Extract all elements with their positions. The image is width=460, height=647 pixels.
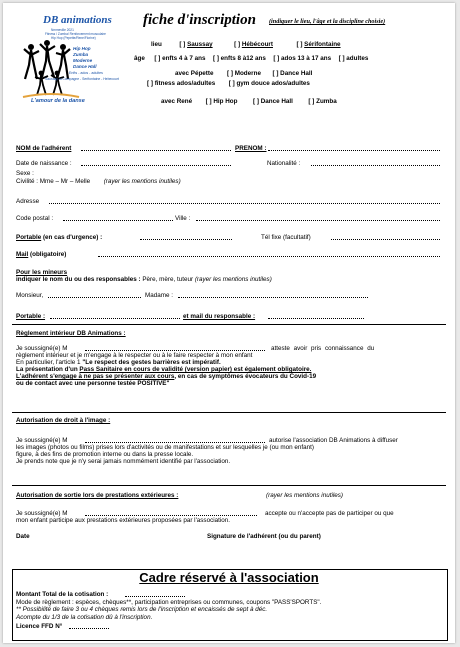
sortie-line-2: mon enfant participe aux prestations extérieures proposées par l'association. bbox=[16, 517, 231, 524]
logo-line: Nmmeville 2021 bbox=[51, 28, 74, 32]
cadre-title-text: Cadre réservé à l'association bbox=[139, 570, 319, 585]
lieu-option-saussay: Saussay bbox=[187, 41, 213, 48]
reglement-gestes: "Le respect des gestes barrières est impératif. bbox=[82, 359, 221, 366]
mineurs-mail-label: et mail du responsable : bbox=[183, 313, 256, 320]
sexe-label: Sexe : bbox=[16, 170, 34, 177]
checkbox[interactable]: [ ] bbox=[253, 98, 259, 105]
checkbox[interactable]: [ ] bbox=[228, 80, 235, 87]
portable-row bbox=[16, 234, 102, 241]
mineurs-note: (rayer les mentions inutiles) bbox=[194, 276, 272, 283]
image-title: Autorisation de droit à l'image : bbox=[16, 417, 111, 424]
age-label: âge bbox=[134, 55, 145, 62]
logo-dance: Dance Hall bbox=[73, 64, 97, 69]
logo-line: Fitness / Zumba/ Renforcement musculaire bbox=[45, 32, 106, 36]
mail-row bbox=[16, 251, 66, 258]
reglement-engage: L'adhérent s'engage à bbox=[16, 373, 84, 380]
age-row bbox=[134, 55, 368, 62]
reglement-pass-intro: La présentation d'un bbox=[16, 366, 80, 373]
reglement-line-6: ou de contact avec une personne testée POSITIVE" bbox=[16, 380, 170, 387]
mail-field[interactable] bbox=[98, 251, 440, 257]
checkbox[interactable]: [ ] bbox=[338, 55, 345, 62]
sortie-note: (rayer les mentions inutiles) bbox=[266, 492, 343, 499]
fitness-option: gym douce ados/adultes bbox=[236, 80, 310, 87]
adresse-field[interactable] bbox=[49, 198, 440, 204]
checkbox[interactable]: [ ] bbox=[308, 98, 315, 105]
logo-title: DB animations bbox=[43, 14, 112, 26]
monsieur-field[interactable] bbox=[48, 292, 141, 298]
mineurs-instruction: indiquer le nom du ou des responsables : bbox=[16, 276, 141, 283]
age-option: enfts 4 à 7 ans bbox=[162, 55, 206, 62]
logo-line: Hip Hop (Pepette/Rene/Florine) bbox=[51, 36, 96, 40]
nationalite-label: Nationalité : bbox=[267, 160, 301, 167]
lieu-option-serifontaine: Sérifontaine bbox=[304, 41, 341, 48]
checkbox[interactable]: [ ] bbox=[205, 98, 212, 105]
portable-field[interactable] bbox=[140, 234, 232, 240]
tel-fixe-field[interactable] bbox=[331, 234, 440, 240]
cadre-title bbox=[3, 570, 455, 585]
lieu-option-hebecourt: Hébécourt bbox=[241, 41, 273, 48]
acompte-note: Acompte du 1/3 de la cotisation dû à l'inscription. bbox=[16, 614, 153, 621]
cp-field[interactable] bbox=[63, 215, 173, 221]
mineurs-options: Père, mère, tuteur bbox=[142, 276, 194, 283]
ville-field[interactable] bbox=[196, 215, 440, 221]
rene-option: Zumba bbox=[316, 98, 337, 105]
nom-label: NOM de l'adhérent bbox=[16, 145, 72, 152]
date-label: Date bbox=[16, 533, 30, 540]
naissance-field[interactable] bbox=[81, 160, 231, 166]
licence-field[interactable] bbox=[69, 623, 109, 629]
montant-label: Montant Total de la cotisation : bbox=[16, 591, 109, 598]
sortie-title: Autorisation de sortie lors de prestations extérieures : bbox=[16, 492, 179, 499]
pepette-option: Dance Hall bbox=[280, 70, 313, 77]
page-title: fiche d'inscription bbox=[143, 12, 256, 28]
checkbox[interactable]: [ ] bbox=[227, 70, 233, 77]
adresse-label: Adresse bbox=[16, 198, 40, 205]
portable-note: (en cas d'urgence) : bbox=[42, 234, 103, 241]
reglement-name-field[interactable] bbox=[85, 345, 265, 351]
mineurs-mail-field[interactable] bbox=[268, 313, 364, 319]
signature-label: Signature de l'adhérent (ou du parent) bbox=[207, 533, 321, 540]
pepette-option: Moderne bbox=[234, 70, 261, 77]
image-line-2: les images (photos ou films) prises lors d'activités ou de manifestations et sur lesquelles je (ou mon enfant) bbox=[16, 444, 314, 451]
reglement-pass: Pass Sanitaire en cours de validité (version papier) est également obligatoire. bbox=[79, 366, 312, 373]
image-name-field[interactable] bbox=[85, 437, 265, 443]
checkbox[interactable]: [ ] bbox=[272, 70, 279, 77]
civilite-note: (rayer les mentions inutiles) bbox=[103, 178, 181, 185]
ville-label: Ville : bbox=[175, 215, 191, 222]
checkbox[interactable]: [ ] bbox=[296, 41, 303, 48]
rene-row bbox=[161, 98, 337, 105]
reglement-symptoms: , en cas de symptômes évocateurs du Covid-19 bbox=[174, 373, 317, 380]
reglement-no-attend: ne pas se présenter aux cours bbox=[83, 373, 175, 380]
sortie-name-field[interactable] bbox=[85, 510, 257, 516]
civilite-label: Civilité : Mme – Mr – Melle bbox=[16, 178, 91, 185]
age-option: adultes bbox=[346, 55, 369, 62]
title-note: (indiquer le lieu, l'âge et la discipline choisie) bbox=[269, 18, 386, 25]
logo-dance: Moderne bbox=[73, 58, 93, 63]
lieu-row bbox=[151, 41, 341, 48]
logo-tagline: L'amour de la danse bbox=[31, 98, 85, 104]
rene-label: avec René bbox=[161, 98, 193, 105]
logo-dance: Hip Hop bbox=[73, 46, 91, 51]
age-option: ados 13 à 17 ans bbox=[281, 55, 332, 62]
checkbox[interactable]: [ ] bbox=[154, 55, 161, 62]
divider bbox=[12, 412, 446, 413]
image-line-1b: autorise l'association DB Animations à diffuser bbox=[269, 437, 398, 444]
mineurs-title: Pour les mineurs bbox=[16, 269, 68, 276]
logo-subline: Saussay la Campagne - Serifontaine - Hebecourt bbox=[45, 77, 119, 81]
portable-label: Portable bbox=[16, 234, 42, 241]
nationalite-field[interactable] bbox=[311, 160, 440, 166]
fitness-option: fitness ados/adultes bbox=[154, 80, 216, 87]
monsieur-label: Monsieur, bbox=[16, 292, 44, 299]
reglement-title: Règlement intérieur DB Animations : bbox=[16, 330, 126, 337]
registration-form-page bbox=[3, 3, 455, 643]
prenom-field[interactable] bbox=[268, 145, 440, 151]
image-line-3: figure, à des fins de promotion interne ou dans la presse locale. bbox=[16, 451, 194, 458]
madame-field[interactable] bbox=[178, 292, 368, 298]
sortie-line-1b: accepte ou n'accepte pas de participer ou que bbox=[265, 510, 394, 517]
age-option: enfts 8 à12 ans bbox=[220, 55, 266, 62]
licence-label: Licence FFD N° bbox=[16, 623, 63, 630]
fitness-row bbox=[147, 80, 310, 87]
tel-fixe-label: Tél fixe (facultatif) bbox=[261, 234, 311, 241]
rene-option: Hip Hop bbox=[213, 98, 238, 105]
mineurs-portable-label: Portable : bbox=[16, 313, 46, 320]
reglement-line-2: règlement intérieur et je m'engage à le respecter ou à le faire respecter à mon enfant bbox=[16, 352, 253, 359]
divider bbox=[12, 485, 446, 486]
sortie-line-1a: Je soussigné(e) M bbox=[16, 510, 68, 517]
checkbox[interactable]: [ ] bbox=[147, 80, 153, 87]
pepette-label: avec Pépette bbox=[175, 70, 214, 77]
madame-label: Madame : bbox=[145, 292, 173, 299]
mineurs-line bbox=[16, 276, 272, 283]
prenom-label: PRENOM : bbox=[235, 145, 267, 152]
montant-field[interactable] bbox=[125, 591, 185, 597]
mail-note: (obligatoire) bbox=[30, 251, 67, 258]
reglement-article: En particulier, l'article 1 bbox=[16, 359, 83, 366]
civilite-row bbox=[16, 178, 181, 185]
checkbox[interactable]: [ ] bbox=[212, 55, 219, 62]
reglement-line-1b: atteste avoir pris connaissance du bbox=[271, 345, 375, 352]
logo-dance: Zumba bbox=[73, 52, 89, 57]
mode-reglement: Mode de règlement : espèces, chèques**, participation entreprises ou communes, coupons "PASS'SPORTS". bbox=[16, 599, 322, 606]
image-line-4: Je prends note que je n'y serai jamais nommément identifié par l'association. bbox=[16, 458, 231, 465]
naissance-label: Date de naissance : bbox=[16, 160, 72, 167]
divider bbox=[12, 324, 446, 325]
db-animations-logo bbox=[21, 13, 133, 105]
checkbox[interactable]: [ ] bbox=[179, 41, 186, 48]
logo-subline: Enfts - ados - adultes bbox=[69, 71, 103, 75]
nom-field[interactable] bbox=[81, 145, 231, 151]
lieu-label: lieu bbox=[151, 41, 162, 48]
reglement-line-1a: Je soussigné(e) M bbox=[16, 345, 68, 352]
checkbox[interactable]: [ ] bbox=[234, 41, 241, 48]
cp-label: Code postal : bbox=[16, 215, 54, 222]
mail-label: Mail bbox=[16, 251, 29, 258]
rene-option: Dance Hall bbox=[260, 98, 293, 105]
cheques-note: ** Possibilité de faire 3 ou 4 chèques remis lors de l'inscription et encaissés de sept à déc. bbox=[16, 606, 268, 613]
mineurs-portable-field[interactable] bbox=[50, 313, 180, 319]
image-line-1a: Je soussigné(e) M bbox=[16, 437, 68, 444]
checkbox[interactable]: [ ] bbox=[273, 55, 280, 62]
pepette-row bbox=[175, 70, 312, 77]
